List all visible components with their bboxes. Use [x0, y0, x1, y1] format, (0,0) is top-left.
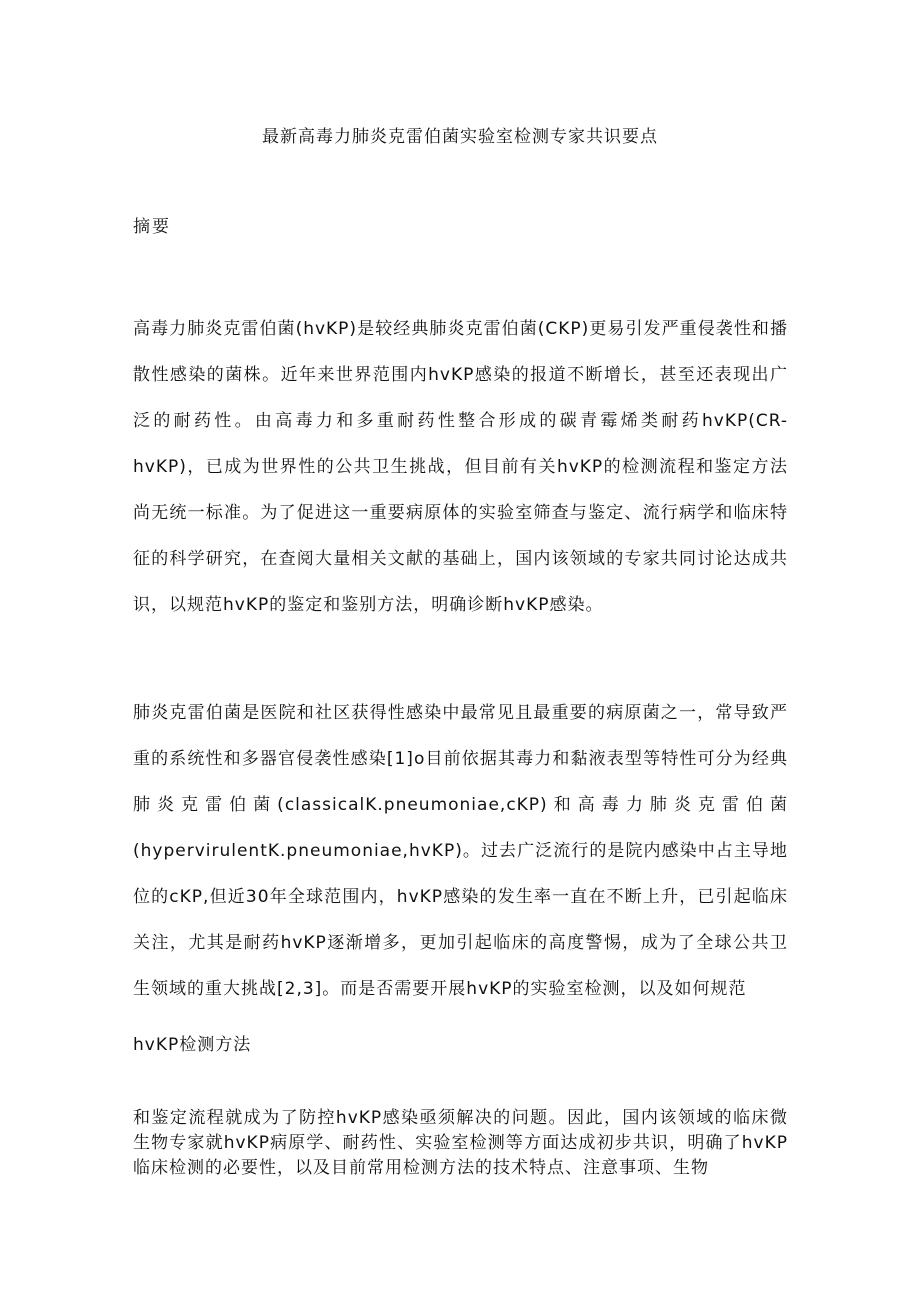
- body-paragraph-1-tail: hvKP检测方法: [133, 1035, 252, 1055]
- body-paragraph-1: 肺炎克雷伯菌是医院和社区获得性感染中最常见且最重要的病原菌之一，常导致严重的系统性和多器官侵袭性感染[1]o目前依据其毒力和黏液表型等特性可分为经典肺炎克雷伯菌(classicalK.pneumoniae,cKP)和高毒力肺炎克雷伯菌(hypervirulentK.pneumoniae,hvKP)。过去广泛流行的是院内感染中占主导地位的cKP,但近30年全球范围内，hvKP感染的发生率一直在不断上升，已引起临床关注，尤其是耐药hvKP逐渐增多，更加引起临床的高度警惕，成为了全球公共卫生领域的重大挑战[2,3]。而是否需要开展hvKP的实验室检测，以及如何规范: [133, 703, 788, 999]
- document-title: 最新高毒力肺炎克雷伯菌实验室检测专家共识要点: [262, 127, 658, 147]
- body-paragraph-2: 和鉴定流程就成为了防控hvKP感染亟须解决的问题。因此，国内该领域的临床微生物专家就hvKP病原学、耐药性、实验室检测等方面达成初步共识，明确了hvKP临床检测的必要性，以及目前常用检测方法的技术特点、注意事项、生物: [133, 1108, 788, 1178]
- abstract-paragraph: 高毒力肺炎克雷伯菌(hvKP)是较经典肺炎克雷伯菌(CKP)更易引发严重侵袭性和播散性感染的菌株。近年来世界范围内hvKP感染的报道不断增长，甚至还表现出广泛的耐药性。由高毒力和多重耐药性整合形成的碳青霉烯类耐药hvKP(CR-hvKP)，已成为世界性的公共卫生挑战，但目前有关hvKP的检测流程和鉴定方法尚无统一标准。为了促进这一重要病原体的实验室筛查与鉴定、流行病学和临床特征的科学研究，在查阅大量相关文献的基础上，国内该领域的专家共同讨论达成共识，以规范hvKP的鉴定和鉴别方法，明确诊断hvKP感染。: [133, 319, 788, 615]
- abstract-heading: 摘要: [133, 217, 171, 237]
